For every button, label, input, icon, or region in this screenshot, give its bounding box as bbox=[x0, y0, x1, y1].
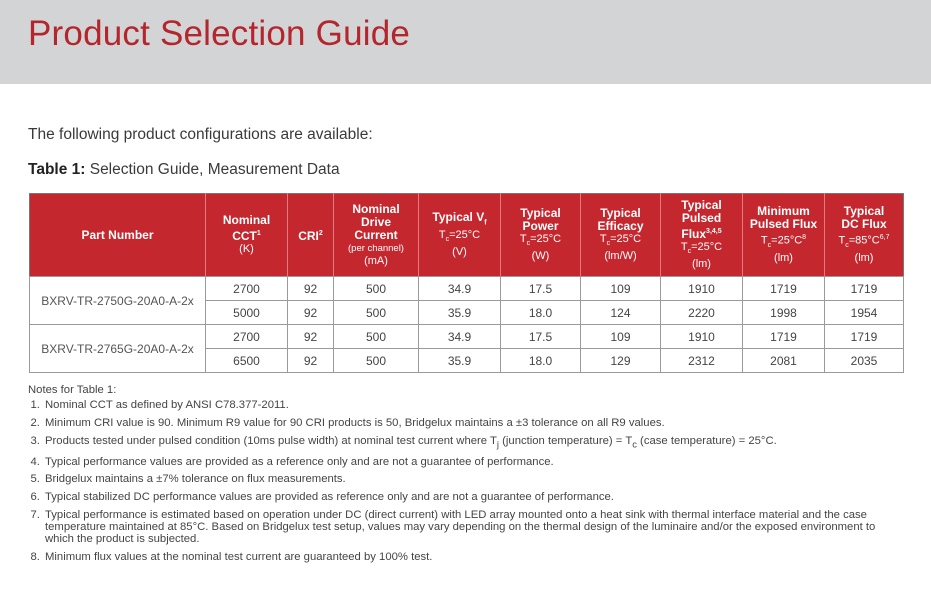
cct-cell: 6500 bbox=[206, 349, 288, 373]
table-caption bbox=[28, 161, 340, 179]
voltage-cell: 34.9 bbox=[419, 277, 501, 301]
cri-cell: 92 bbox=[288, 277, 334, 301]
part-number-cell: BXRV-TR-2765G-20A0-A-2x bbox=[30, 325, 206, 373]
page-title: Product Selection Guide bbox=[28, 14, 411, 53]
table-caption-text: Selection Guide, Measurement Data bbox=[85, 161, 340, 178]
header-efficacy: Typical Efficacy $T_c=25^\circ C$ (lm/W) bbox=[581, 194, 661, 277]
note-item: 1. Nominal CCT as defined by ANSI C78.377-2011. bbox=[43, 399, 888, 411]
drive-current-cell: 500 bbox=[334, 325, 419, 349]
min-pulsed-flux-cell: 2081 bbox=[743, 349, 825, 373]
voltage-cell: 35.9 bbox=[419, 301, 501, 325]
header-min-pulsed-flux: Minimum Pulsed Flux $T_c=25^\circ C^8$ (lm) bbox=[743, 194, 825, 277]
min-pulsed-flux-cell: 1998 bbox=[743, 301, 825, 325]
dc-flux-cell: 1719 bbox=[825, 277, 904, 301]
pulsed-flux-cell: 2220 bbox=[661, 301, 743, 325]
header-power: Typical Power $T_c=25^\circ C$ (W) bbox=[501, 194, 581, 277]
table-caption-label: Table 1: bbox=[28, 161, 86, 178]
cri-cell: 92 bbox=[288, 349, 334, 373]
note-item: 3. Products tested under pulsed condition (10ms pulse width) at nominal test current where $T_j$ (junction temperature) = $T_c$ (case temperature) = 25°C. bbox=[43, 435, 888, 450]
selection-guide-table bbox=[29, 193, 904, 373]
efficacy-cell: 129 bbox=[581, 349, 661, 373]
note-item: 4. Typical performance values are provided as a reference only and are not a guarantee of performance. bbox=[43, 456, 888, 468]
drive-current-cell: 500 bbox=[334, 277, 419, 301]
note-item: 2. Minimum CRI value is 90. Minimum R9 value for 90 CRI products is 50, Bridgelux maintains a ±3 tolerance on all R9 values. bbox=[43, 417, 888, 429]
header-cri: CRI$^2$ bbox=[288, 194, 334, 277]
power-cell: 18.0 bbox=[501, 349, 581, 373]
efficacy-cell: 109 bbox=[581, 277, 661, 301]
pulsed-flux-cell: 2312 bbox=[661, 349, 743, 373]
header-drive-current: Nominal Drive Current (per channel) (mA) bbox=[334, 194, 419, 277]
power-cell: 18.0 bbox=[501, 301, 581, 325]
header-dc-flux: Typical DC Flux $T_c=85^\circ C^{6,7}$ (lm) bbox=[825, 194, 904, 277]
intro-text: The following product configurations are available: bbox=[28, 126, 373, 143]
dc-flux-cell: 1954 bbox=[825, 301, 904, 325]
drive-current-cell: 500 bbox=[334, 301, 419, 325]
efficacy-cell: 124 bbox=[581, 301, 661, 325]
voltage-cell: 34.9 bbox=[419, 325, 501, 349]
notes-list bbox=[28, 399, 888, 563]
part-number-cell: BXRV-TR-2750G-20A0-A-2x bbox=[30, 277, 206, 325]
min-pulsed-flux-cell: 1719 bbox=[743, 277, 825, 301]
cct-cell: 2700 bbox=[206, 277, 288, 301]
header-part-number: Part Number bbox=[30, 194, 206, 277]
table-notes bbox=[28, 384, 888, 569]
header-pulsed-flux: Typical Pulsed Flux$^{3,4,5}$ $T_c=25^\circ C$ (lm) bbox=[661, 194, 743, 277]
cri-cell: 92 bbox=[288, 325, 334, 349]
note-item: 8. Minimum flux values at the nominal test current are guaranteed by 100% test. bbox=[43, 551, 888, 563]
cri-cell: 92 bbox=[288, 301, 334, 325]
header-cct: Nominal CCT$^1$ (K) bbox=[206, 194, 288, 277]
note-item: 7. Typical performance is estimated based on operation under DC (direct current) with LED array mounted onto a heat sink with thermal interface material and the case temperature maintained at 85°C. Based on Bridgelux test setup, values may vary depending on the thermal design of the luminaire and/or the exposed environment to which the product is subjected. bbox=[43, 509, 888, 545]
pulsed-flux-cell: 1910 bbox=[661, 277, 743, 301]
cct-cell: 2700 bbox=[206, 325, 288, 349]
header-voltage: Typical $V_f$ $T_c=25^\circ C$ (V) bbox=[419, 194, 501, 277]
drive-current-cell: 500 bbox=[334, 349, 419, 373]
power-cell: 17.5 bbox=[501, 325, 581, 349]
power-cell: 17.5 bbox=[501, 277, 581, 301]
efficacy-cell: 109 bbox=[581, 325, 661, 349]
cct-cell: 5000 bbox=[206, 301, 288, 325]
table-header-row bbox=[30, 194, 904, 277]
table-row bbox=[30, 277, 904, 301]
min-pulsed-flux-cell: 1719 bbox=[743, 325, 825, 349]
voltage-cell: 35.9 bbox=[419, 349, 501, 373]
note-item: 6. Typical stabilized DC performance values are provided as reference only and are not a guarantee of performance. bbox=[43, 491, 888, 503]
note-item: 5. Bridgelux maintains a ±7% tolerance on flux measurements. bbox=[43, 473, 888, 485]
pulsed-flux-cell: 1910 bbox=[661, 325, 743, 349]
dc-flux-cell: 1719 bbox=[825, 325, 904, 349]
notes-heading: Notes for Table 1: bbox=[28, 384, 117, 396]
table-row bbox=[30, 325, 904, 349]
dc-flux-cell: 2035 bbox=[825, 349, 904, 373]
